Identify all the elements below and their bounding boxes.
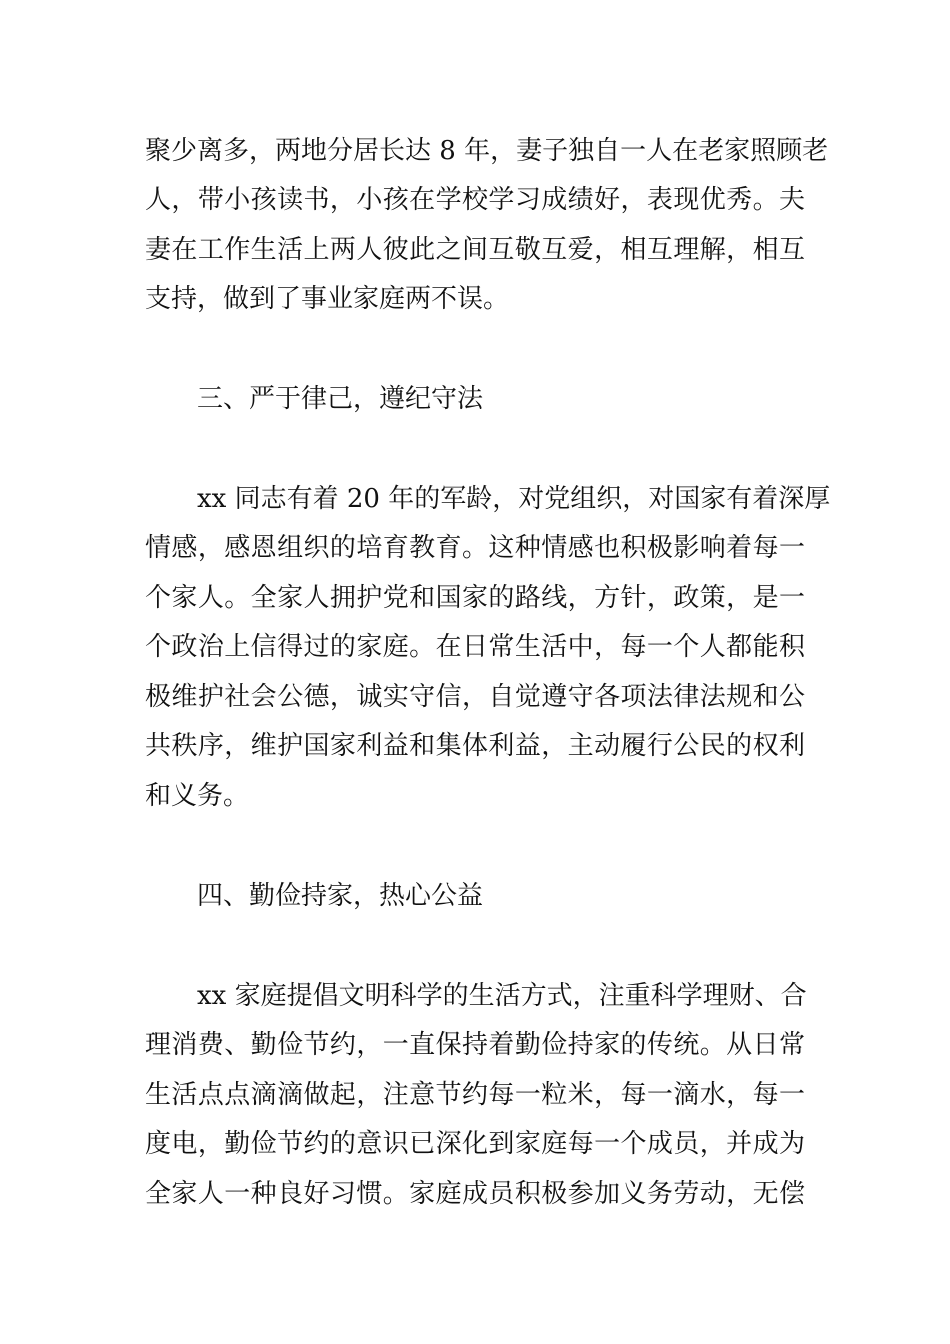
paragraph-2-line-7: 和义务。 — [145, 781, 250, 811]
paragraph-1-line-4: 支持，做到了事业家庭两不误。 — [145, 284, 510, 314]
paragraph-2-line-2: 情感，感恩组织的培育教育。这种情感也积极影响着每一 — [145, 533, 805, 563]
paragraph-2-line-3: 个家人。全家人拥护党和国家的路线，方针，政策，是一 — [145, 583, 805, 613]
paragraph-2-line-1: xx 同志有着 20 年的军龄，对党组织，对国家有着深厚 — [197, 484, 831, 514]
paragraph-2-line-5: 极维护社会公德，诚实守信，自觉遵守各项法律法规和公 — [145, 682, 805, 712]
section-heading-4: 四、勤俭持家，热心公益 — [197, 881, 484, 911]
paragraph-3-line-1: xx 家庭提倡文明科学的生活方式，注重科学理财、合 — [197, 981, 807, 1011]
section-heading-3: 三、严于律己，遵纪守法 — [197, 384, 484, 414]
paragraph-1-line-1: 聚少离多，两地分居长达 8 年，妻子独自一人在老家照顾老 — [145, 136, 829, 166]
paragraph-2-line-4: 个政治上信得过的家庭。在日常生活中，每一个人都能积 — [145, 632, 805, 662]
paragraph-3-line-2: 理消费、勤俭节约，一直保持着勤俭持家的传统。从日常 — [145, 1030, 805, 1060]
paragraph-3-line-4: 度电，勤俭节约的意识已深化到家庭每一个成员，并成为 — [145, 1129, 805, 1159]
paragraph-1-line-3: 妻在工作生活上两人彼此之间互敬互爱，相互理解，相互 — [145, 235, 805, 265]
paragraph-3-line-3: 生活点点滴滴做起，注意节约每一粒米，每一滴水，每一 — [145, 1080, 805, 1110]
paragraph-1-line-2: 人，带小孩读书，小孩在学校学习成绩好，表现优秀。夫 — [145, 185, 805, 215]
paragraph-2-line-6: 共秩序，维护国家利益和集体利益，主动履行公民的权利 — [145, 731, 805, 761]
paragraph-3-line-5: 全家人一种良好习惯。家庭成员积极参加义务劳动，无偿 — [145, 1179, 805, 1209]
